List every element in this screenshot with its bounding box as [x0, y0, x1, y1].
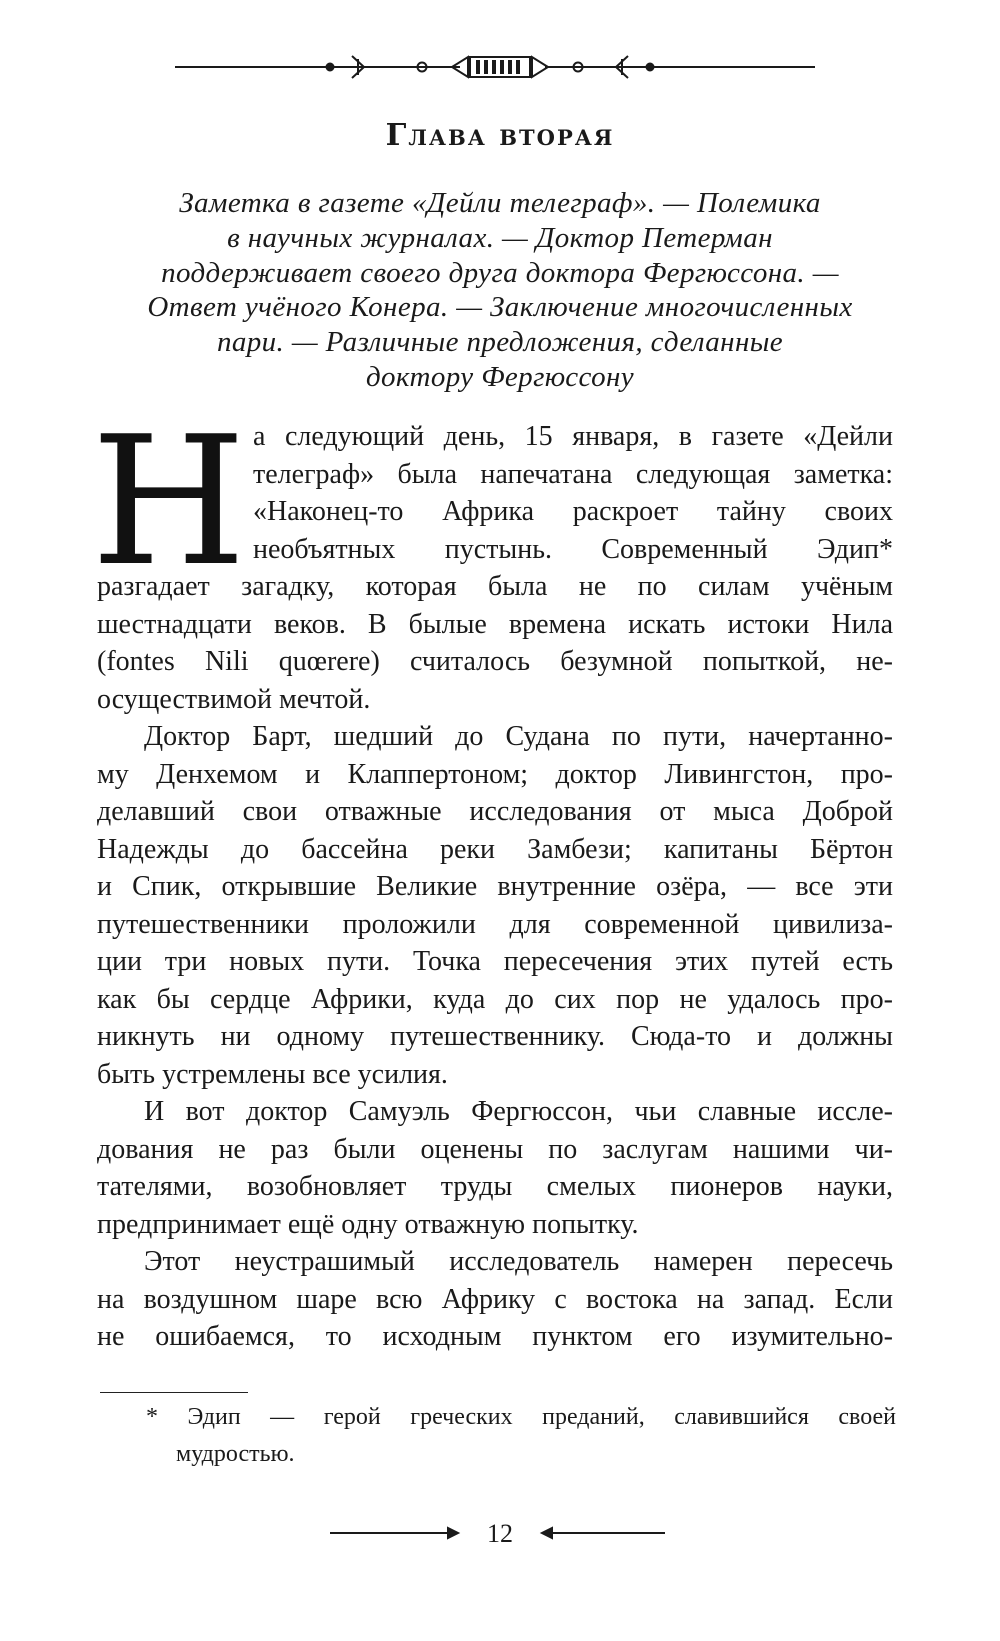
drop-cap: Н: [91, 398, 247, 605]
footnote-line: * Эдип — герой греческих преданий, славившийся своей: [146, 1404, 896, 1430]
text-line: шестнадцати веков. В былые времена искать истоки Нила: [97, 608, 893, 640]
footnote-divider: [100, 1392, 248, 1393]
text-line: (fontes Nili quœrere) считалось безумной попыткой, не-: [97, 646, 893, 677]
text-line: а следующий день, 15 января, в газете «Дейли: [253, 421, 893, 452]
text-line: Надежды до бассейна реки Замбези; капитаны Бёртон: [97, 833, 893, 865]
chapter-title: Глава вторая: [385, 118, 615, 153]
text-line: тателями, возобновляет труды смелых пионеров науки,: [97, 1171, 893, 1202]
top-ornament: [0, 0, 1000, 110]
text-line: предпринимает ещё одну отважную попытку.: [97, 1208, 639, 1240]
summary-line: в научных журналах. — Доктор Петерман: [227, 221, 773, 254]
text-line: необъятных пустынь. Современный Эдип*: [253, 533, 893, 565]
page-number: 12: [487, 1519, 513, 1548]
summary-line: Ответ учёного Конера. — Заключение многочисленных: [147, 291, 853, 324]
text-line: И вот доктор Самуэль Фергюссон, чьи славные иссле-: [144, 1096, 893, 1127]
text-line: как бы сердце Африки, куда до сих пор не удалось про-: [97, 983, 893, 1015]
text-line: никнуть ни одному путешественнику. Сюда-то и должны: [97, 1021, 893, 1052]
text-line: и Спик, открывшие Великие внутренние озёра, — все эти: [97, 871, 893, 902]
text-line: на воздушном шаре всю Африку с востока на запад. Если: [97, 1283, 893, 1315]
chapter-summary: [90, 186, 910, 395]
footnote-line: мудростью.: [176, 1441, 295, 1467]
summary-line: пари. — Различные предложения, сделанные: [216, 326, 784, 359]
text-line: быть устремлены все усилия.: [97, 1058, 448, 1090]
text-line: Этот неустрашимый исследователь намерен пересечь: [144, 1246, 893, 1277]
text-line: делавший свои отважные исследования от мыса Доброй: [97, 796, 893, 827]
text-line: дования не раз были оценены по заслугам нашими чи-: [97, 1133, 893, 1165]
text-line: му Денхемом и Клаппертоном; доктор Ливингстон, про-: [97, 758, 893, 790]
summary-line: доктору Фергюссону: [365, 360, 635, 393]
text-line: не ошибаемся, то исходным пунктом его изумительно-: [97, 1321, 893, 1352]
summary-line: Заметка в газете «Дейли телеграф». — Полемика: [179, 187, 821, 219]
text-line: телеграф» была напечатана следующая заметка:: [253, 458, 893, 490]
text-line: «Наконец-то Африка раскроет тайну своих: [253, 496, 893, 527]
text-line: путешественники проложили для современной цивилиза-: [97, 908, 893, 940]
text-line: осуществимой мечтой.: [97, 683, 371, 715]
text-line: ции три новых пути. Точка пересечения этих путей есть: [97, 946, 893, 977]
text-line: Доктор Барт, шедший до Судана по пути, начертанно-: [144, 721, 893, 752]
text-line: разгадает загадку, которая была не по силам учёным: [97, 571, 893, 602]
summary-line: поддерживает своего друга доктора Фергюссона. —: [161, 256, 839, 289]
